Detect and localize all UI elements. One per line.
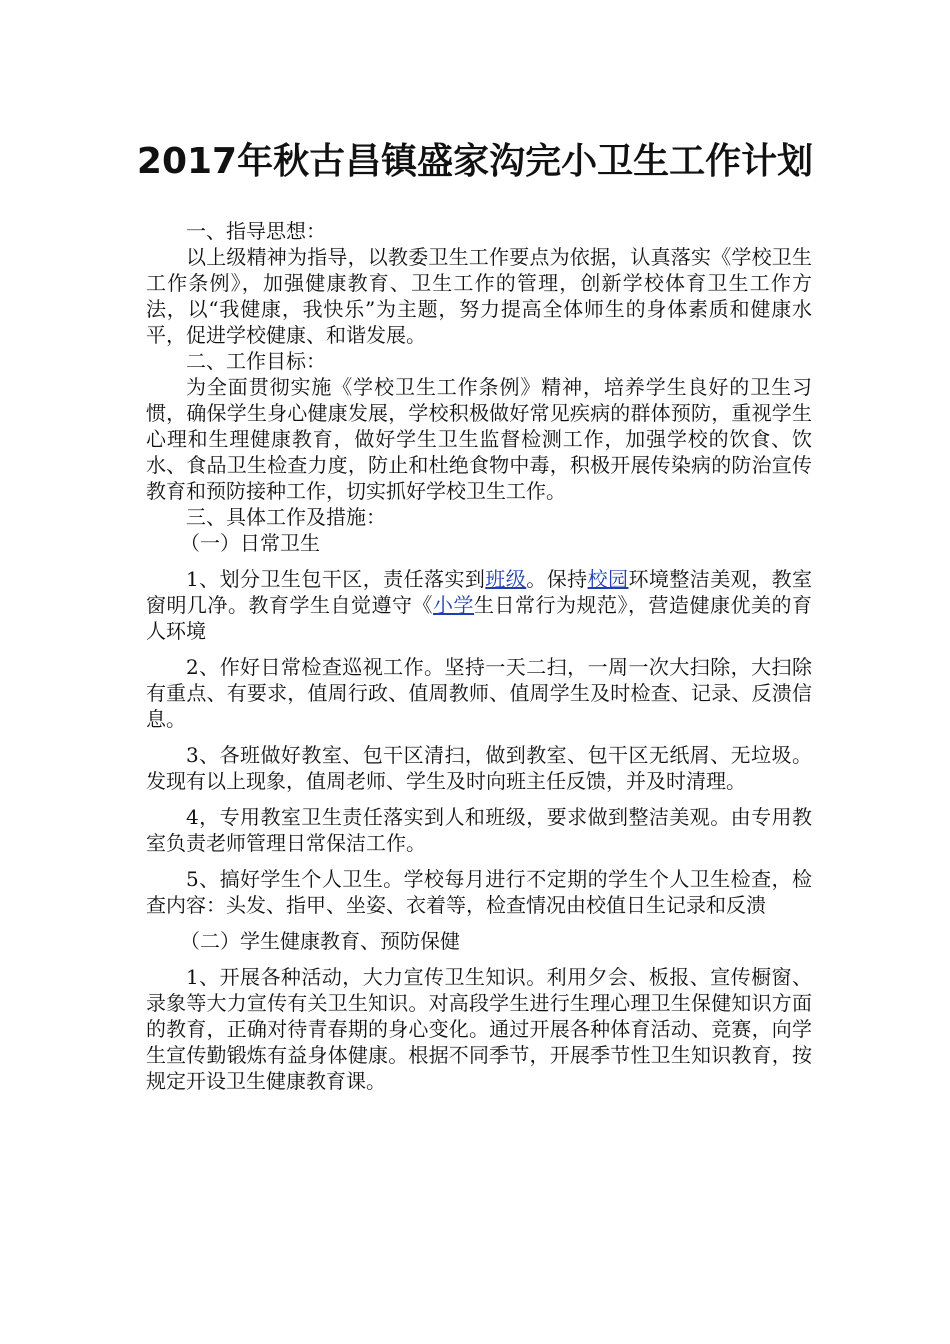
link-class[interactable]: 班级 <box>485 567 527 591</box>
link-primary-school[interactable]: 小学 <box>433 593 474 617</box>
list-item-text: 。保持 <box>526 567 588 591</box>
list-item-daily-2: 2、作好日常检查巡视工作。坚持一天二扫，一周一次大扫除，大扫除有重点、有要求，值周行政、值周教师、值周学生及时检查、记录、反溃信息。 <box>146 655 812 731</box>
list-item-daily-3: 3、各班做好教室、包干区清扫，做到教室、包干区无纸屑、无垃圾。发现有以上现象，值周老师、学生及时向班主任反馈，并及时清理。 <box>146 743 812 793</box>
list-item-health-1: 1、开展各种活动，大力宣传卫生知识。利用夕会、板报、宣传橱窗、录象等大力宣传有关卫生知识。对高段学生进行生理心理卫生保健知识方面的教育，正确对待青春期的身心变化。通过开展各种体育活动、竞赛，向学生宣传勤锻炼有益身体健康。根据不同季节，开展季节性卫生知识教育，按规定开设卫生健康教育课。 <box>146 965 812 1093</box>
section-heading-measures: 三、具体工作及措施： <box>186 505 386 529</box>
subheading-health-education: （二）学生健康教育、预防保健 <box>180 929 460 953</box>
list-item-text: 生日常行为规范》，营造健康优美的育人环境 <box>146 593 812 643</box>
document-body <box>146 218 812 1094</box>
subheading-daily-hygiene: （一）日常卫生 <box>180 531 320 555</box>
list-item-text: 环境整洁美观，教室窗明几净。教育学生自觉遵守《 <box>146 567 813 617</box>
list-item-text: 1、划分卫生包干区，责任落实到 <box>186 567 486 591</box>
section-heading-work-goals: 二、工作目标： <box>186 349 326 373</box>
document-title: 2017年秋古昌镇盛家沟完小卫生工作计划 <box>136 141 814 182</box>
paragraph-work-goals: 为全面贯彻实施《学校卫生工作条例》精神，培养学生良好的卫生习惯，确保学生身心健康发展，学校积极做好常见疾病的群体预防，重视学生心理和生理健康教育，做好学生卫生监督检测工作，加强学校的饮食、饮水、食品卫生检查力度，防止和杜绝食物中毒，积极开展传染病的防治宣传教育和预防接种工作，切实抓好学校卫生工作。 <box>146 375 812 503</box>
list-item-daily-4: 4，专用教室卫生责任落实到人和班级，要求做到整洁美观。由专用教室负责老师管理日常保洁工作。 <box>146 805 812 855</box>
list-item-daily-5: 5、搞好学生个人卫生。学校每月进行不定期的学生个人卫生检查，检查内容：头发、指甲、坐姿、衣着等，检查情况由校值日生记录和反溃 <box>146 867 812 917</box>
paragraph-guiding-ideology: 以上级精神为指导，以教委卫生工作要点为依据，认真落实《学校卫生工作条例》，加强健康教育、卫生工作的管理，创新学校体育卫生工作方法，以“我健康，我快乐”为主题，努力提高全体师生的身体素质和健康水平，促进学校健康、和谐发展。 <box>146 245 812 347</box>
list-item-daily-1 <box>146 566 812 644</box>
section-heading-guiding-ideology: 一、指导思想： <box>186 219 326 243</box>
link-campus[interactable]: 校园 <box>587 567 629 591</box>
